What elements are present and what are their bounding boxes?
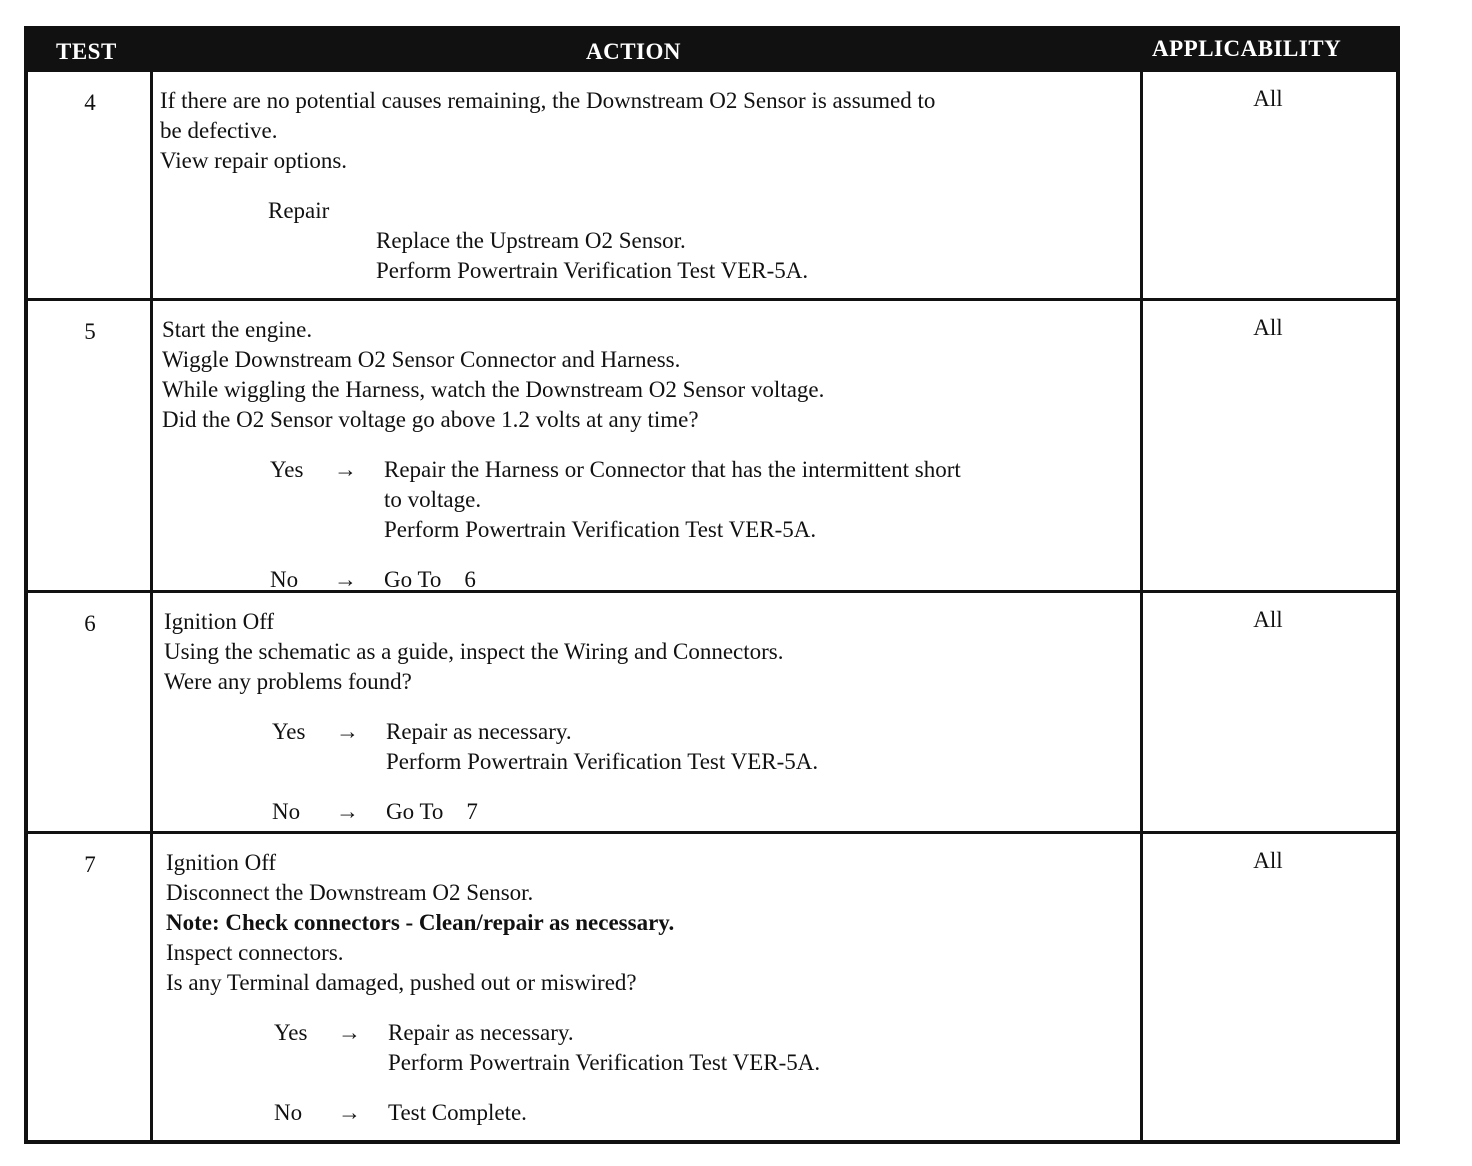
repair-line: Perform Powertrain Verification Test VER-5A.	[376, 258, 809, 283]
diagnostic-table	[24, 26, 1400, 1144]
no-line: Go To 6	[384, 567, 476, 592]
table-header	[28, 30, 1396, 72]
yes-label: Yes	[274, 1020, 308, 1045]
yes-line: Perform Powertrain Verification Test VER-5A.	[386, 749, 819, 774]
action-cell	[164, 607, 1144, 827]
arrow-icon: →	[334, 567, 357, 592]
yes-branch	[164, 717, 1144, 777]
table-row-test-6	[28, 593, 1396, 831]
header-test: TEST	[56, 39, 117, 64]
action-line: Wiggle Downstream O2 Sensor Connector and Harness.	[162, 347, 681, 372]
arrow-icon: →	[336, 799, 359, 824]
table-row-test-4	[28, 72, 1396, 298]
action-cell	[162, 315, 1142, 595]
applicability-value: All	[1253, 607, 1283, 632]
header-applicability: APPLICABILITY	[1152, 36, 1342, 61]
action-line: Were any problems found?	[164, 669, 412, 694]
yes-branch	[166, 1018, 1146, 1078]
applicability-value: All	[1253, 86, 1283, 111]
no-label: No	[274, 1100, 303, 1125]
action-line: Ignition Off	[164, 609, 275, 634]
arrow-icon: →	[338, 1100, 361, 1125]
yes-line: Perform Powertrain Verification Test VER-5A.	[388, 1050, 821, 1075]
action-line: Start the engine.	[162, 317, 313, 342]
no-label: No	[272, 799, 301, 824]
action-line: Using the schematic as a guide, inspect the Wiring and Connectors.	[164, 639, 784, 664]
repair-options	[160, 196, 1140, 286]
action-line: Did the O2 Sensor voltage go above 1.2 volts at any time?	[162, 407, 699, 432]
yes-line: to voltage.	[384, 487, 482, 512]
table-row-test-5	[28, 301, 1396, 590]
yes-label: Yes	[270, 457, 304, 482]
action-line: Ignition Off	[166, 850, 277, 875]
action-line: Disconnect the Downstream O2 Sensor.	[166, 880, 534, 905]
repair-label: Repair	[268, 198, 330, 223]
action-line: While wiggling the Harness, watch the Downstream O2 Sensor voltage.	[162, 377, 825, 402]
table-row-test-7	[28, 834, 1396, 1144]
test-number: 4	[84, 90, 96, 115]
yes-branch	[162, 455, 1142, 545]
test-number: 7	[84, 852, 96, 877]
action-line: If there are no potential causes remaining, the Downstream O2 Sensor is assumed to	[160, 88, 936, 113]
no-branch	[166, 1098, 1146, 1128]
arrow-icon: →	[336, 719, 359, 744]
arrow-icon: →	[334, 457, 357, 482]
action-line: be defective.	[160, 118, 278, 143]
action-line: View repair options.	[160, 148, 348, 173]
header-action: ACTION	[586, 39, 682, 64]
no-line: Test Complete.	[388, 1100, 527, 1125]
yes-label: Yes	[272, 719, 306, 744]
test-number: 6	[84, 611, 96, 636]
action-line: Inspect connectors.	[166, 940, 344, 965]
applicability-value: All	[1253, 848, 1283, 873]
action-cell	[166, 848, 1146, 1128]
note-text: Note: Check connectors - Clean/repair as necessary.	[166, 910, 675, 935]
action-cell	[160, 86, 1140, 286]
applicability-value: All	[1253, 315, 1283, 340]
yes-line: Repair as necessary.	[388, 1020, 574, 1045]
yes-line: Perform Powertrain Verification Test VER-5A.	[384, 517, 817, 542]
test-number: 5	[84, 319, 96, 344]
yes-line: Repair as necessary.	[386, 719, 572, 744]
repair-line: Replace the Upstream O2 Sensor.	[376, 228, 686, 253]
no-branch	[162, 565, 1142, 595]
yes-line: Repair the Harness or Connector that has the intermittent short	[384, 457, 961, 482]
no-line: Go To 7	[386, 799, 478, 824]
no-branch	[164, 797, 1144, 827]
no-label: No	[270, 567, 299, 592]
arrow-icon: →	[338, 1020, 361, 1045]
action-line: Is any Terminal damaged, pushed out or miswired?	[166, 970, 637, 995]
